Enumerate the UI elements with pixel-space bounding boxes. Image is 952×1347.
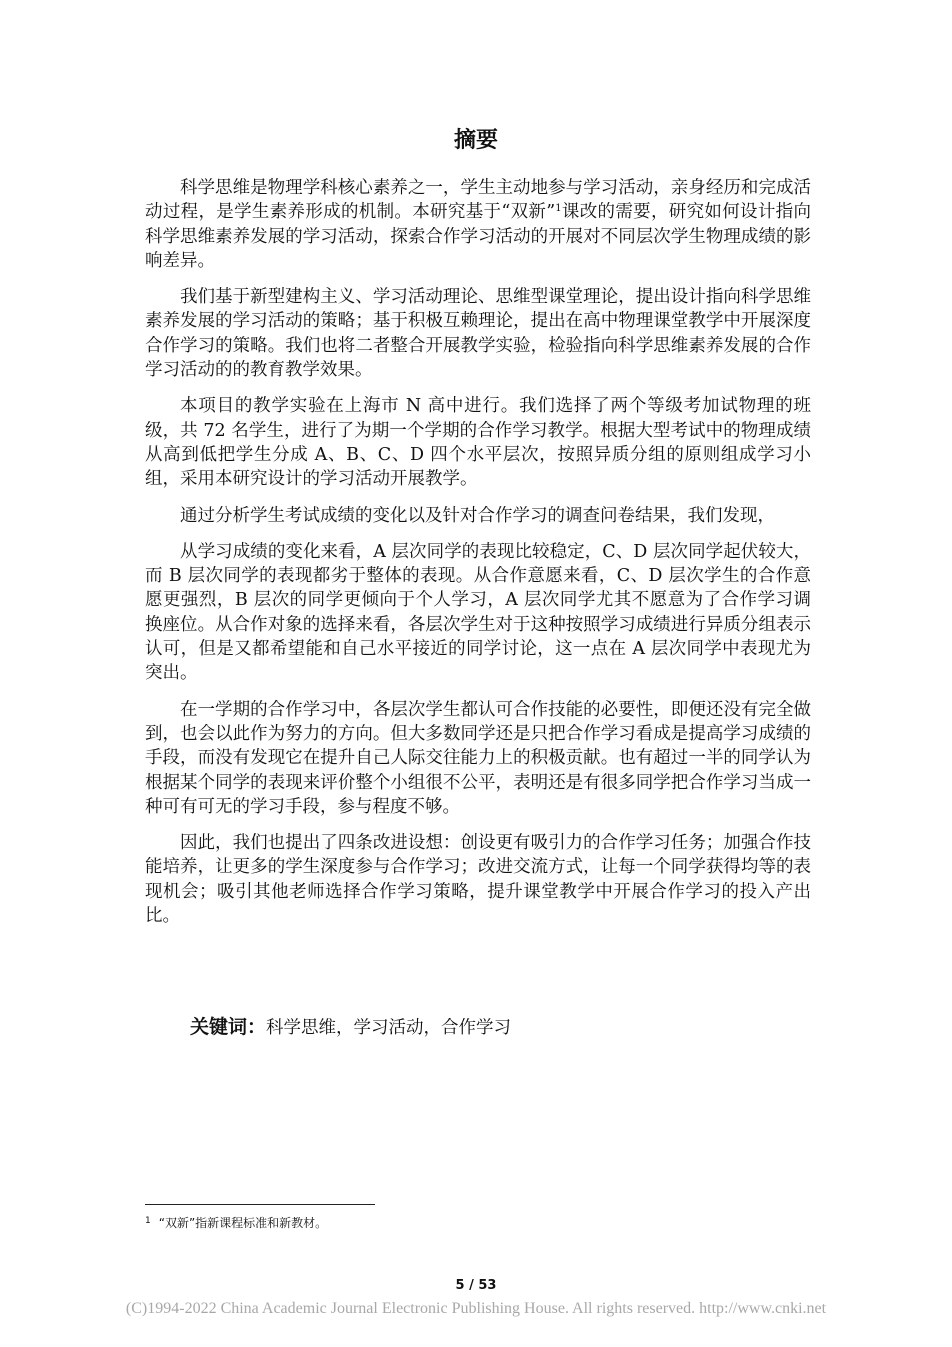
page-title: 摘要	[453, 128, 498, 153]
footnote-mark: 1	[145, 1216, 151, 1226]
footnote-text: “双新”指新课程标准和新教材。	[158, 1216, 328, 1230]
paragraph-1	[145, 176, 811, 273]
page-number: 5 / 53	[455, 1278, 497, 1293]
keywords-label: 关键词：	[190, 1016, 267, 1038]
paragraph-7: 因此，我们也提出了四条改进设想：创设更有吸引力的合作学习任务；加强合作技能培养，让更多的学生深度参与合作学习；改进交流方式，让每一个同学获得均等的表现机会；吸引其他老师选择合作学习策略，提升课堂教学中开展合作学习的投入产出比。	[145, 833, 811, 927]
paragraph-5: 从学习成绩的变化来看，A 层次同学的表现比较稳定，C、D 层次同学起伏较大，而 B 层次同学的表现都劣于整体的表现。从合作意愿来看，C、D 层次学生的合作意愿更强烈，B 层次的同学更倾向于个人学习，A 层次同学尤其不愿意为了合作学习调换座位。从合作对象的选择来看，各层次学生对于这种按照学习成绩进行异质分组表示认可，但是又都希望能和自己水平接近的同学讨论，这一点在 A 层次同学中表现尤为突出。	[145, 541, 811, 684]
footnote	[145, 1212, 327, 1232]
footnote-divider	[145, 1204, 375, 1205]
paragraph-1-text-a: 科学思维是物理学科核心素养之一，学生主动地参与学习活动，亲身经历和完成活动过程，是学生素养形成的机制。本研究基于“双新”	[145, 178, 811, 223]
paragraph-2: 我们基于新型建构主义、学习活动理论、思维型课堂理论，提出设计指向科学思维素养发展的学习活动的策略；基于积极互赖理论，提出在高中物理课堂教学中开展深度合作学习的策略。我们也将二者整合开展教学实验，检验指向科学思维素养发展的合作学习活动的的教育教学效果。	[145, 287, 811, 381]
footnote-ref-mark[interactable]: 1	[555, 203, 562, 215]
paragraph-6: 在一学期的合作学习中，各层次学生都认可合作技能的必要性，即便还没有完全做到，也会以此作为努力的方向。但大多数同学还是只把合作学习看成是提高学习成绩的手段，而没有发现它在提升自己人际交往能力上的积极贡献。也有超过一半的同学认为根据某个同学的表现来评价整个小组很不公平，表明还是有很多同学把合作学习当成一种可有可无的学习手段，参与程度不够。	[145, 699, 811, 817]
paragraph-3: 本项目的教学实验在上海市 N 高中进行。我们选择了两个等级考加试物理的班级，共 72 名学生，进行了为期一个学期的合作学习教学。根据大型考试中的物理成绩从高到低把学生分成 A、B、C、D 四个水平层次，按照异质分组的原则组成学习小组，采用本研究设计的学习活动开展教学。	[145, 396, 811, 490]
paragraph-4: 通过分析学生考试成绩的变化以及针对合作学习的调查问卷结果，我们发现，	[180, 505, 775, 526]
paragraph-1-text-b: 课改的需要，研究如何设计指向科学思维素养发展的学习活动，探索合作学习活动的开展对不同层次学生物理成绩的影响差异。	[145, 202, 811, 271]
abstract-body	[145, 176, 811, 940]
copyright-watermark: (C)1994-2022 China Academic Journal Electronic Publishing House. All rights reserved. http://www.cnki.net	[125, 1300, 827, 1317]
keywords	[190, 1014, 511, 1041]
keywords-value: 科学思维，学习活动，合作学习	[266, 1018, 512, 1038]
